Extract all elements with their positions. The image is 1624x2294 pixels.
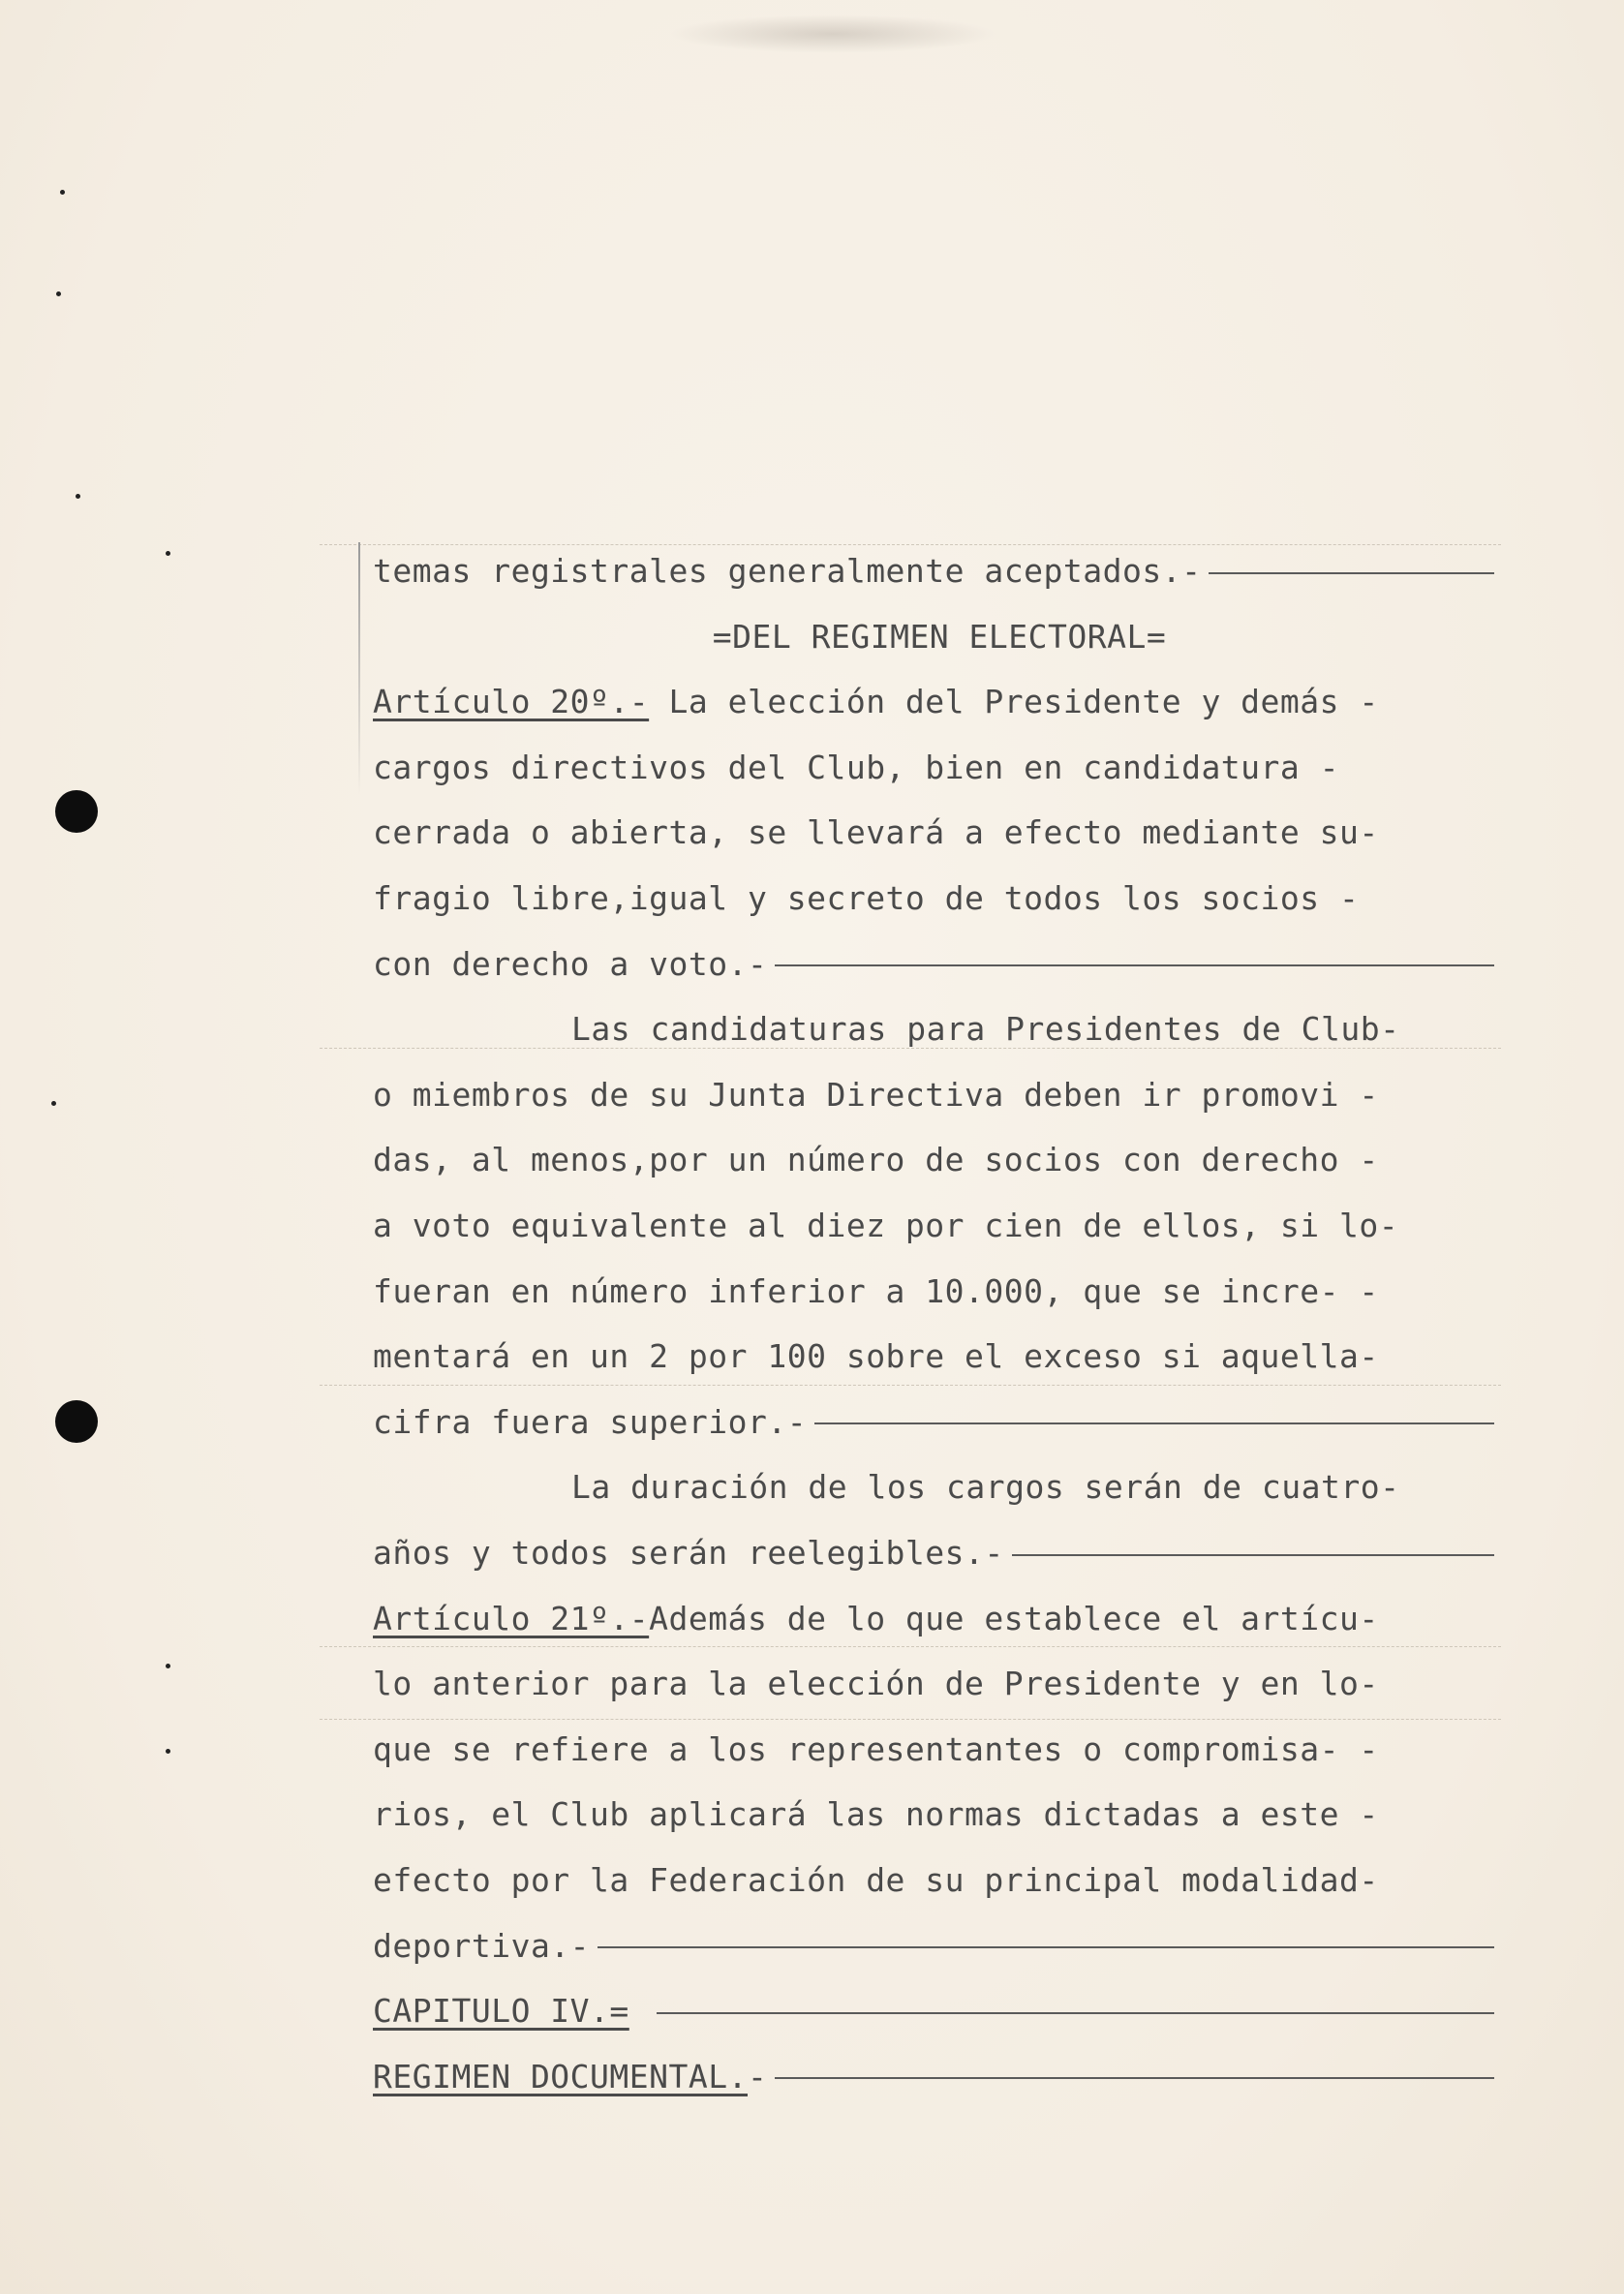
- margin-pencil-mark: [358, 542, 360, 794]
- ink-smudge: [668, 15, 997, 53]
- line-text: fragio libre,igual y secreto de todos los socios -: [373, 879, 1360, 917]
- text-line: [373, 1263, 1506, 1321]
- text-line: [373, 1066, 1506, 1124]
- punch-hole: [55, 1400, 98, 1443]
- text-line: [373, 1458, 1506, 1516]
- line-text: a voto equivalente al diez por cien de ellos, si lo-: [373, 1207, 1399, 1244]
- text-line: [373, 1655, 1506, 1713]
- line-text: -: [748, 2057, 768, 2095]
- text-line: [373, 1590, 1506, 1648]
- text-line: [373, 1197, 1506, 1255]
- text-line: [373, 2048, 1506, 2106]
- text-line: [373, 1917, 1506, 1975]
- text-line: [373, 1000, 1506, 1058]
- speck: [56, 291, 61, 296]
- speck: [166, 1664, 170, 1668]
- text-line: [373, 1524, 1506, 1582]
- underlined-heading: Artículo 21º.-: [373, 1599, 650, 1637]
- line-text: Además de lo que establece el artícu-: [649, 1599, 1379, 1637]
- line-text: fueran en número inferior a 10.000, que se incre- -: [373, 1271, 1379, 1310]
- line-text: rios, el Club aplicará las normas dictadas a este -: [373, 1795, 1379, 1834]
- line-text: años y todos serán reelegibles.-: [373, 1534, 1004, 1572]
- line-text: o miembros de su Junta Directiva deben ir promovi -: [373, 1075, 1379, 1114]
- text-line: [373, 673, 1506, 731]
- line-text: =DEL REGIMEN ELECTORAL=: [712, 617, 1167, 656]
- speck: [60, 190, 65, 195]
- speck: [76, 494, 80, 499]
- line-text: temas registrales generalmente aceptados.-: [373, 552, 1202, 590]
- text-line: [373, 739, 1506, 797]
- text-line: [373, 870, 1506, 928]
- fill-dash: [1209, 572, 1494, 574]
- text-line: [373, 1328, 1506, 1386]
- speck: [166, 1749, 170, 1754]
- text-line: [373, 935, 1506, 994]
- text-line: [373, 1982, 1506, 2040]
- line-text: cerrada o abierta, se llevará a efecto mediante su-: [373, 813, 1379, 852]
- fill-dash: [657, 2012, 1494, 2014]
- line-text: lo anterior para la elección de Presidente y en lo-: [373, 1665, 1379, 1703]
- line-text: mentará en un 2 por 100 sobre el exceso si aquella-: [373, 1337, 1379, 1376]
- line-text: cargos directivos del Club, bien en candidatura -: [373, 748, 1340, 786]
- line-text: La elección del Presidente y demás -: [649, 683, 1379, 721]
- line-text: que se refiere a los representantes o compromisa- -: [373, 1729, 1379, 1768]
- line-text: La duración de los cargos serán de cuatro-: [571, 1468, 1400, 1507]
- fill-dash: [1012, 1554, 1494, 1556]
- line-text: [629, 1992, 649, 2030]
- underlined-heading: REGIMEN DOCUMENTAL.: [373, 2057, 748, 2095]
- punch-hole: [55, 790, 98, 833]
- text-line: [373, 1851, 1506, 1910]
- text-line: [373, 608, 1506, 666]
- underlined-heading: CAPITULO IV.=: [373, 1992, 629, 2031]
- line-text: con derecho a voto.-: [373, 944, 768, 983]
- text-line: [373, 1786, 1506, 1844]
- text-line: [373, 804, 1506, 862]
- fill-dash: [775, 2077, 1494, 2079]
- text-line: [373, 1393, 1506, 1452]
- speck: [166, 551, 170, 556]
- underlined-heading: Artículo 20º.-: [373, 683, 650, 721]
- text-line: [373, 1131, 1506, 1189]
- fill-dash: [775, 964, 1494, 966]
- line-text: Las candidaturas para Presidentes de Club-: [571, 1010, 1400, 1049]
- fill-dash: [814, 1422, 1494, 1424]
- line-text: das, al menos,por un número de socios con derecho -: [373, 1141, 1379, 1179]
- fill-dash: [598, 1946, 1494, 1948]
- line-text: efecto por la Federación de su principal modalidad-: [373, 1861, 1379, 1899]
- speck: [51, 1101, 56, 1106]
- text-line: [373, 542, 1506, 600]
- text-line: [373, 1721, 1506, 1779]
- line-text: cifra fuera superior.-: [373, 1402, 808, 1441]
- line-text: deportiva.-: [373, 1926, 591, 1965]
